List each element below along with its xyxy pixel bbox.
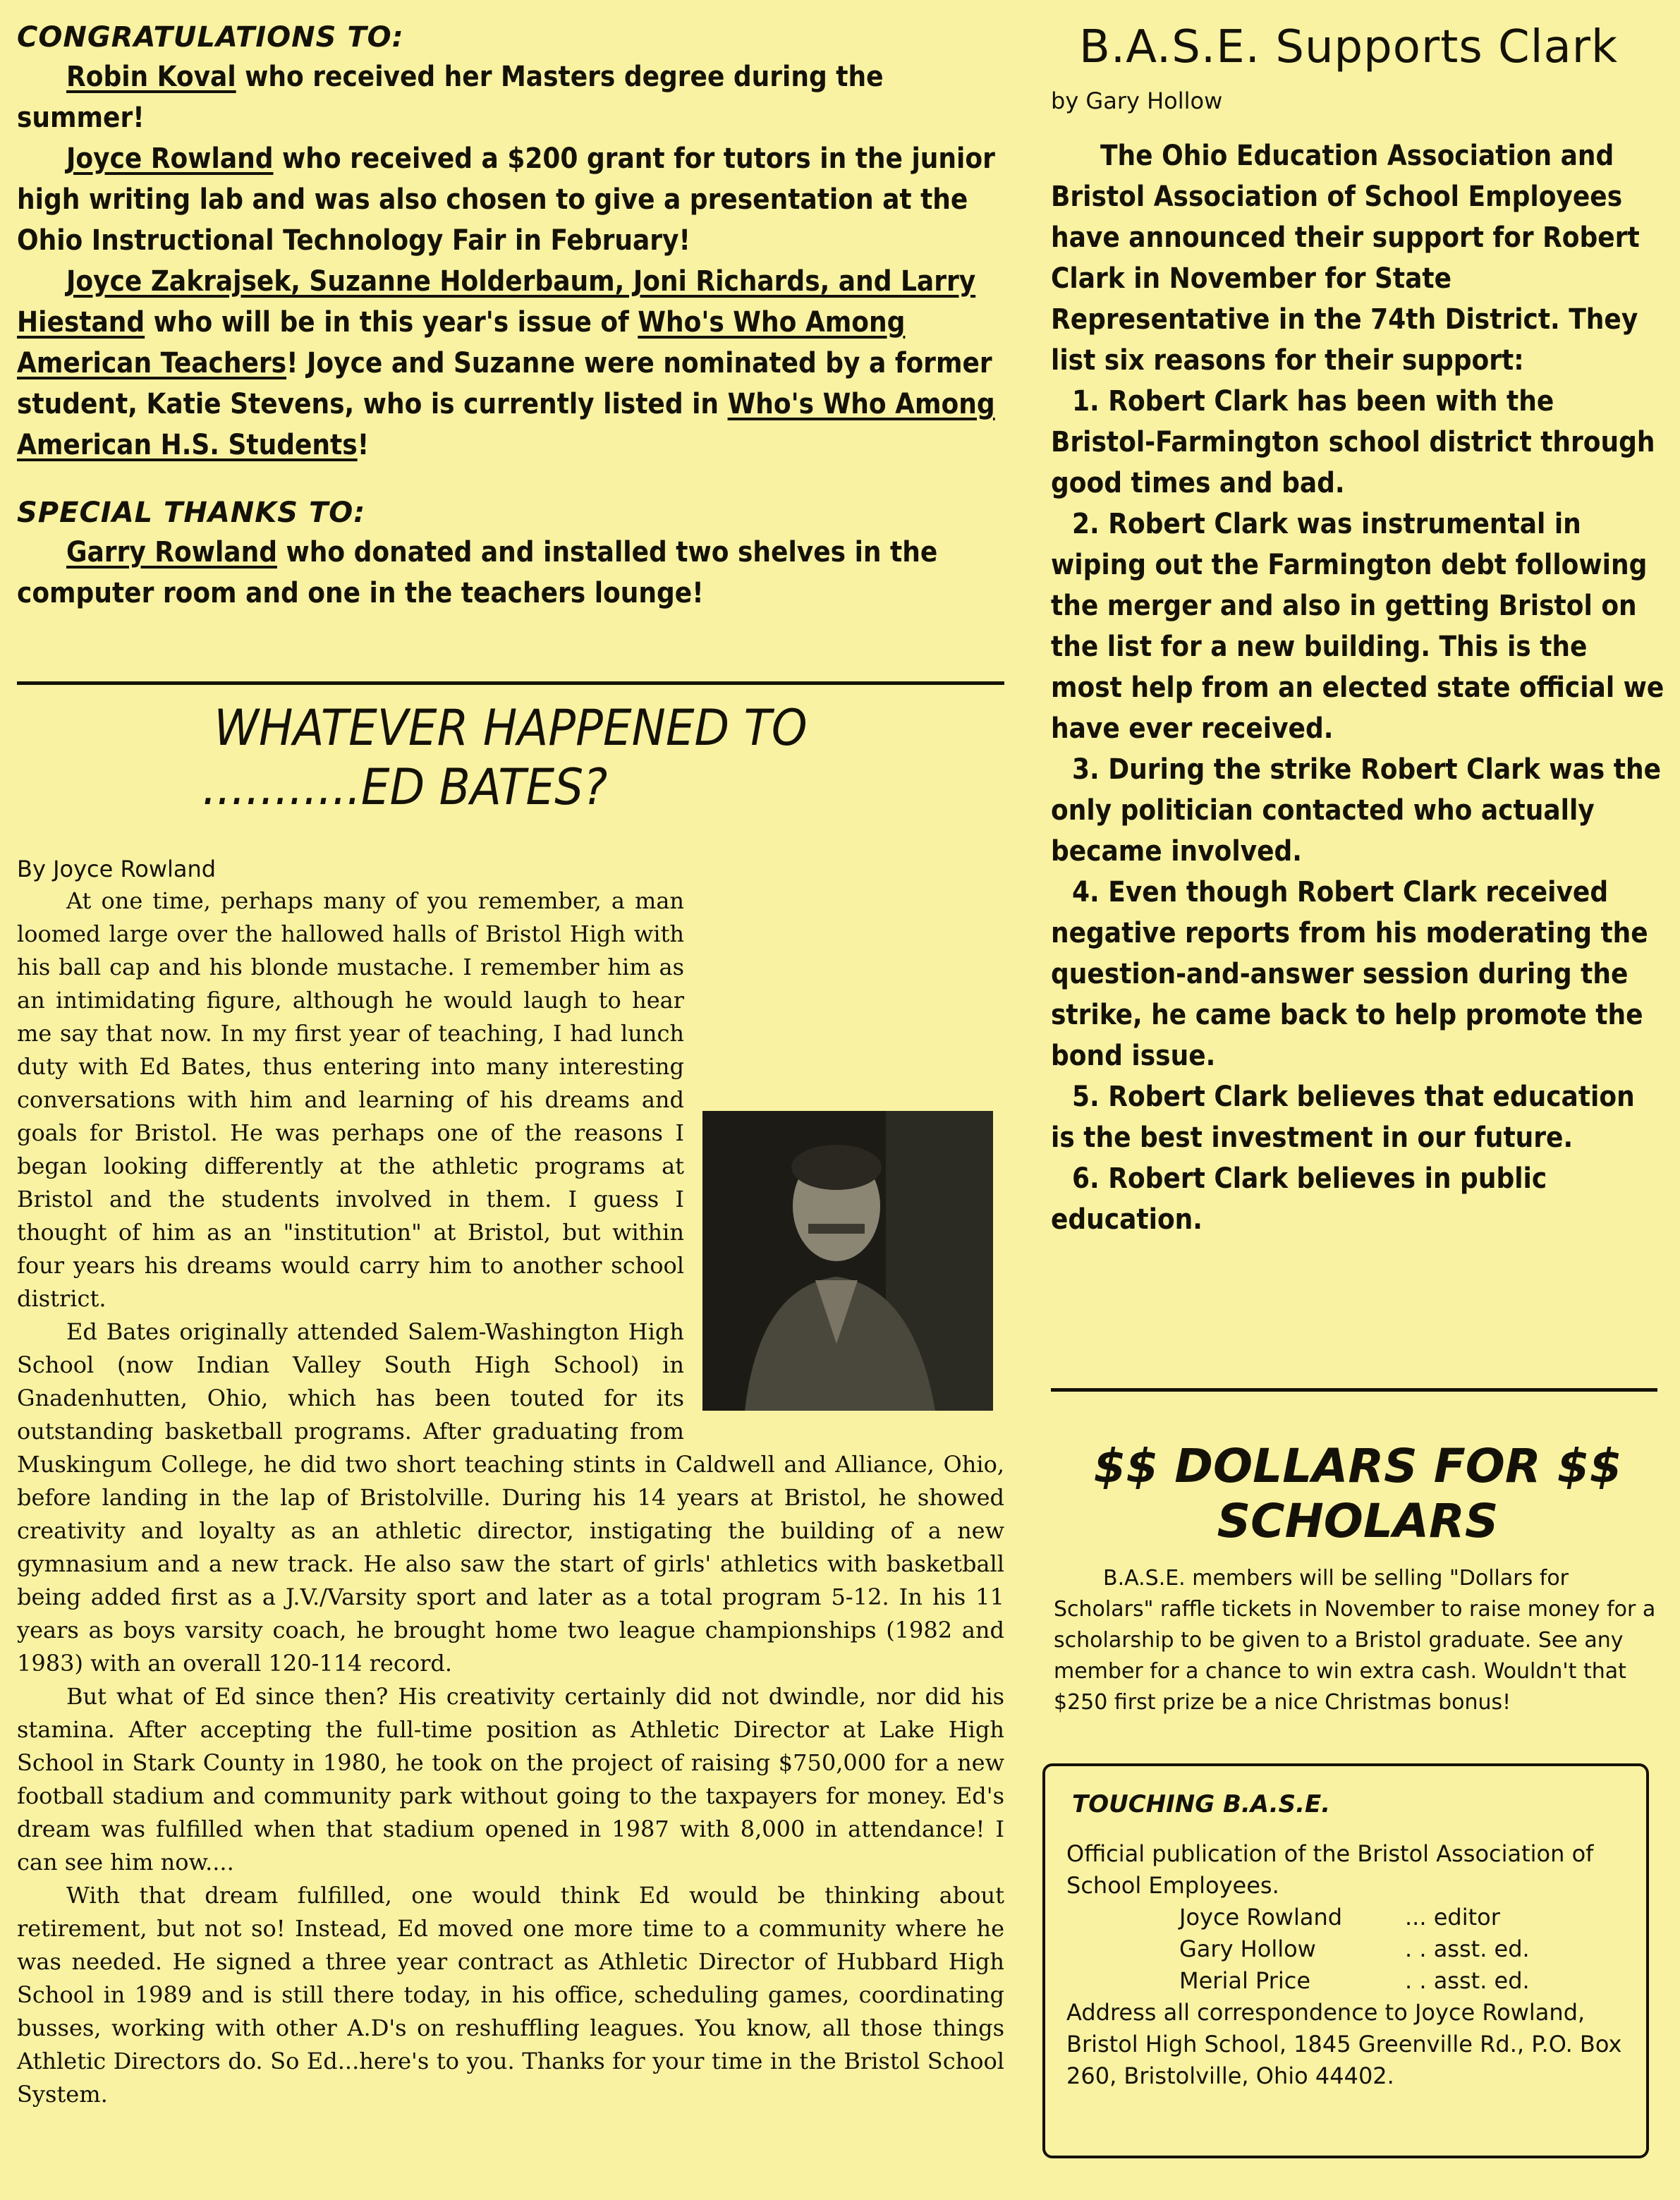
congrats-item: Robin Koval who received her Masters degree during the summer!: [17, 61, 884, 134]
section-divider: [1051, 1388, 1657, 1392]
masthead-box: [1042, 1763, 1649, 2158]
reason-item: 1. Robert Clark has been with the Bristol-Farmington school district through good times and bad.: [1051, 385, 1655, 499]
staff-role: . . asst. ed.: [1405, 1935, 1530, 1962]
masthead-address: Address all correspondence to Joyce Rowland, Bristol High School, 1845 Greenville Rd., P.O. Box 260, Bristolville, Ohio 44402.: [1066, 1999, 1622, 2089]
staff-list: [1179, 1902, 1625, 1997]
reason-item: 3. During the strike Robert Clark was the only politician contacted who actually became involved.: [1051, 753, 1661, 868]
honoree-name: Garry Rowland: [66, 536, 277, 569]
article-paragraph: Ed Bates originally attended Salem-Washington High School (now Indian Valley South High School) in Gnadenhutten, Ohio, which has been touted for its outstanding basketball programs. After graduating from Muskingum College, he did two short teaching stints in Caldwell and Alliance, Ohio, before landing in the lap of Bristolville. During his 14 years at Bristol, he showed creativity and loyalty as an athletic director, instigating the building of a new gymnasium and a new track. He also saw the start of girls' athletics with basketball being added first as a J.V./Varsity sport and later as a total program 5-12. In his 11 years as boys varsity coach, he brought home two league championships (1982 and 1983) with an overall 120-114 record.: [17, 1318, 1004, 1677]
dollars-title-line-1: $$ DOLLARS FOR $$: [1093, 1439, 1622, 1493]
dollars-for-scholars: [1051, 1439, 1664, 1718]
ed-bates-headline: [17, 698, 1004, 817]
article-byline: By Joyce Rowland: [17, 856, 217, 882]
portrait-icon: [702, 1111, 993, 1411]
reason-item: 2. Robert Clark was instrumental in wiping out the Farmington debt following the merger and also in getting Bristol on the list for a new building. This is the most help from an elected state official we have ever received.: [1051, 508, 1664, 745]
section-divider: [17, 681, 1004, 685]
thanks-heading: SPECIAL THANKS TO:: [17, 497, 366, 529]
headline-line-2: ...........ED BATES?: [202, 758, 608, 816]
staff-name: Joyce Rowland: [1179, 1904, 1343, 1931]
honoree-name: Robin Koval: [66, 61, 236, 93]
headline-line-1: WHATEVER HAPPENED TO: [214, 699, 808, 757]
ed-bates-article: [17, 853, 1004, 2111]
announcements-section: [17, 21, 1004, 614]
reason-item: 6. Robert Clark believes in public education.: [1051, 1162, 1547, 1236]
staff-name: Merial Price: [1179, 1967, 1311, 1994]
base-supports-clark: [1051, 21, 1664, 1240]
article-paragraph: At one time, perhaps many of you remember, a man loomed large over the hallowed halls of Bristol High with his ball cap and his blonde mustache. I remember him as an intimidating figure, although he would laugh to hear me say that now. In my first year of teaching, I had lunch duty with Ed Bates, thus entering into many interesting conversations with him and learning of his dreams and goals for Bristol. He was perhaps one of the reasons I began looking differently at the athletic programs at Bristol and the students involved in them. I guess I thought of him as an "institution" at Bristol, but within four years his dreams would carry him to another school district.: [17, 887, 684, 1312]
article-paragraph: But what of Ed since then? His creativity certainly did not dwindle, nor did his stamina. After accepting the full-time position as Athletic Director at Lake High School in Stark County in 1980, he took on the project of raising $750,000 for a new football stadium and community park without going to the taxpayers for money. Ed's dream was fulfilled when that stadium opened in 1987 with 8,000 in attendance! I can see him now....: [17, 1683, 1004, 1876]
staff-role: ... editor: [1405, 1904, 1500, 1931]
publication-title: Who's Who Among American H.S. Students: [17, 388, 995, 461]
honoree-name: Joyce Zakrajsek, Suzanne Holderbaum, Joni Richards, and Larry Hiestand: [17, 265, 976, 339]
reason-item: 5. Robert Clark believes that education is the best investment in our future.: [1051, 1081, 1635, 1154]
reason-item: 4. Even though Robert Clark received negative reports from his moderating the question-and-answer session during the strike, he came back to help promote the bond issue.: [1051, 876, 1648, 1072]
staff-name: Gary Hollow: [1179, 1935, 1316, 1962]
congrats-heading: CONGRATULATIONS TO:: [17, 21, 404, 54]
congrats-item: Joyce Rowland who received a $200 grant for tutors in the junior high writing lab and was also chosen to give a presentation at the Ohio Instructional Technology Fair in February!: [17, 142, 995, 257]
article-byline: by Gary Hollow: [1051, 87, 1223, 114]
article-paragraph: With that dream fulfilled, one would think Ed would be thinking about retirement, but not so! Instead, Ed moved one more time to a community where he was needed. He signed a three year contract as Athletic Director of Hubbard High School in 1989 and is still there today, in his office, scheduling games, coordinating busses, working with other A.D's on reshuffling leagues. You know, all those things Athletic Directors do. So Ed...here's to you. Thanks for your time in the Bristol School System.: [17, 1882, 1004, 2108]
thanks-item: Garry Rowland who donated and installed two shelves in the computer room and one in the teachers lounge!: [17, 536, 938, 609]
dollars-body: B.A.S.E. members will be selling "Dollars for Scholars" raffle tickets in November to raise money for a scholarship to be given to a Bristol graduate. See any member for a chance to win extra cash. Wouldn't that $250 first prize be a nice Christmas bonus!: [1054, 1566, 1656, 1715]
honoree-name: Joyce Rowland: [66, 142, 274, 175]
dollars-title-line-2: SCHOLARS: [1217, 1494, 1499, 1548]
congrats-item: Joyce Zakrajsek, Suzanne Holderbaum, Joni Richards, and Larry Hiestand who will be in this year's issue of Who's Who Among American Teachers! Joyce and Suzanne were nominated by a former student, Katie Stevens, who is currently listed in Who's Who Among American H.S. Students!: [17, 265, 995, 461]
publication-title: Who's Who Among American Teachers: [17, 306, 906, 379]
staff-role: . . asst. ed.: [1405, 1967, 1530, 1994]
article-title: B.A.S.E. Supports Clark: [1079, 21, 1619, 73]
ed-bates-photo: [702, 1111, 993, 1411]
article-intro: The Ohio Education Association and Bristol Association of School Employees have announced their support for Robert Clark in November for State Representative in the 74th District. They list six reasons for their support:: [1051, 140, 1640, 377]
masthead-intro: Official publication of the Bristol Association of School Employees.: [1066, 1840, 1594, 1899]
masthead-title: TOUCHING B.A.S.E.: [1072, 1790, 1331, 1818]
